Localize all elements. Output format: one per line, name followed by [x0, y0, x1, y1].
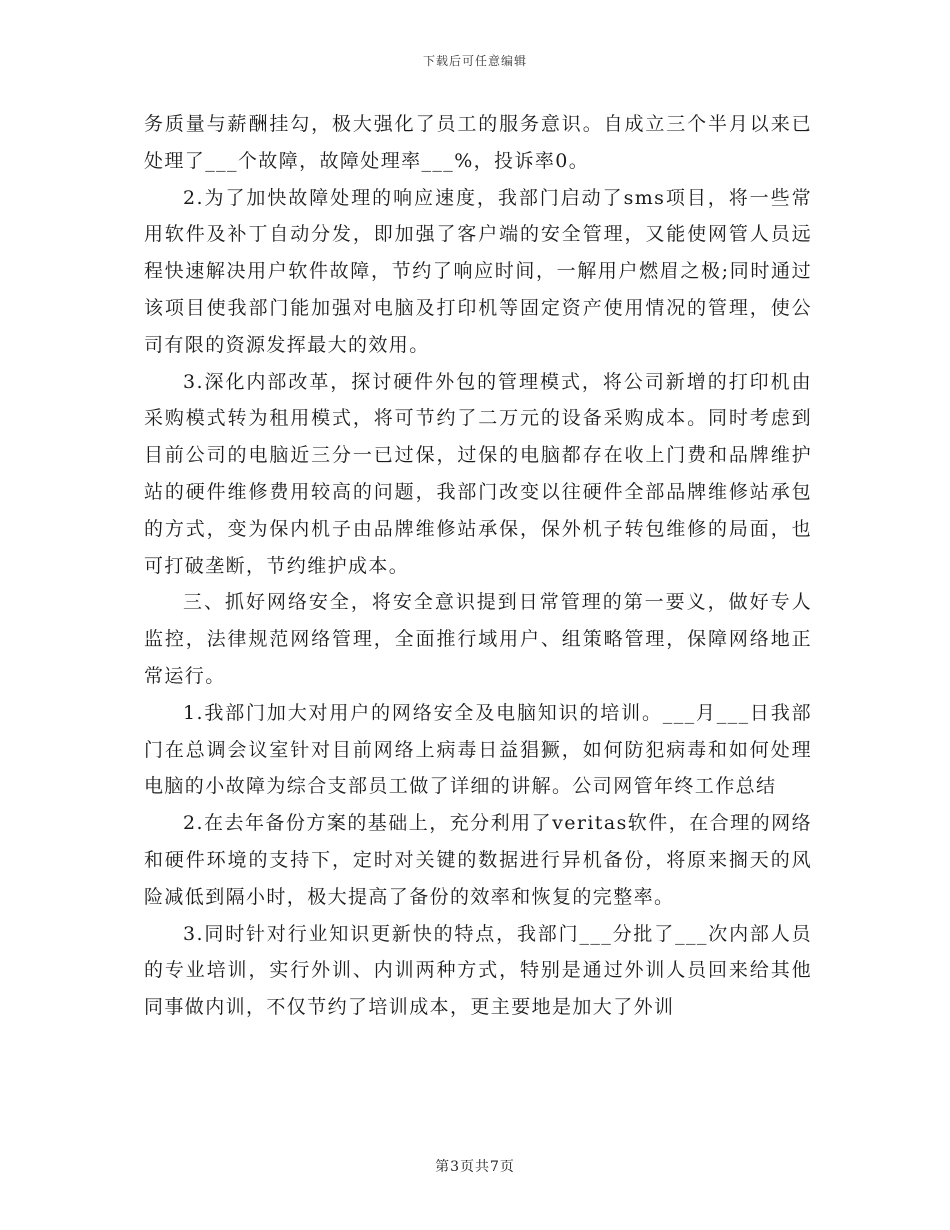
paragraph-4: 三、抓好网络安全，将安全意识提到日常管理的第一要义，做好专人监控，法律规范网络管理，全面推行域用户、组策略管理，保障网络地正常运行。 [144, 591, 812, 687]
paragraph-6: 2.在去年备份方案的基础上，充分利用了veritas软件，在合理的网络和硬件环境的支持下，定时对关键的数据进行异机备份，将原来搁天的风险减低到隔小时，极大提高了备份的效率和恢复的完整率。 [144, 812, 812, 908]
page-footer: 第3页共7页 [435, 1159, 515, 1175]
paragraph-7: 3.同时针对行业知识更新快的特点，我部门___分批了___次内部人员的专业培训，实行外训、内训两种方式，特别是通过外训人员回来给其他同事做内训，不仅节约了培训成本，更主要地是加大了外训 [144, 922, 812, 1019]
paragraph-5: 1.我部门加大对用户的网络安全及电脑知识的培训。___月___日我部门在总调会议室针对目前网络上病毒日益猖獗，如何防犯病毒和如何处理电脑的小故障为综合支部员工做了详细的讲解。公司网管年终工作总结 [144, 701, 812, 798]
page-header: 下载后可任意编辑 [422, 54, 527, 68]
paragraph-1: 务质量与薪酬挂勾，极大强化了员工的服务意识。自成立三个半月以来已处理了___个故障，故障处理率___%，投诉率0。 [144, 113, 812, 172]
paragraph-2: 2.为了加快故障处理的响应速度，我部门启动了sms项目，将一些常用软件及补丁自动分发，即加强了客户端的安全管理，又能使网管人员远程快速解决用户软件故障，节约了响应时间，一解用户燃眉之极;同时通过该项目使我部门能加强对电脑及打印机等固定资产使用情况的管理，使公司有限的资源发挥最大的效用。 [144, 186, 812, 356]
document-body [144, 106, 812, 1026]
paragraph-3: 3.深化内部改革，探讨硬件外包的管理模式，将公司新增的打印机由采购模式转为租用模式，将可节约了二万元的设备采购成本。同时考虑到目前公司的电脑近三分一已过保，过保的电脑都存在收上门费和品牌维护站的硬件维修费用较高的问题，我部门改变以往硬件全部品牌维修站承包的方式，变为保内机子由品牌维修站承保，保外机子转包维修的局面，也可打破垄断，节约维护成本。 [144, 370, 812, 577]
